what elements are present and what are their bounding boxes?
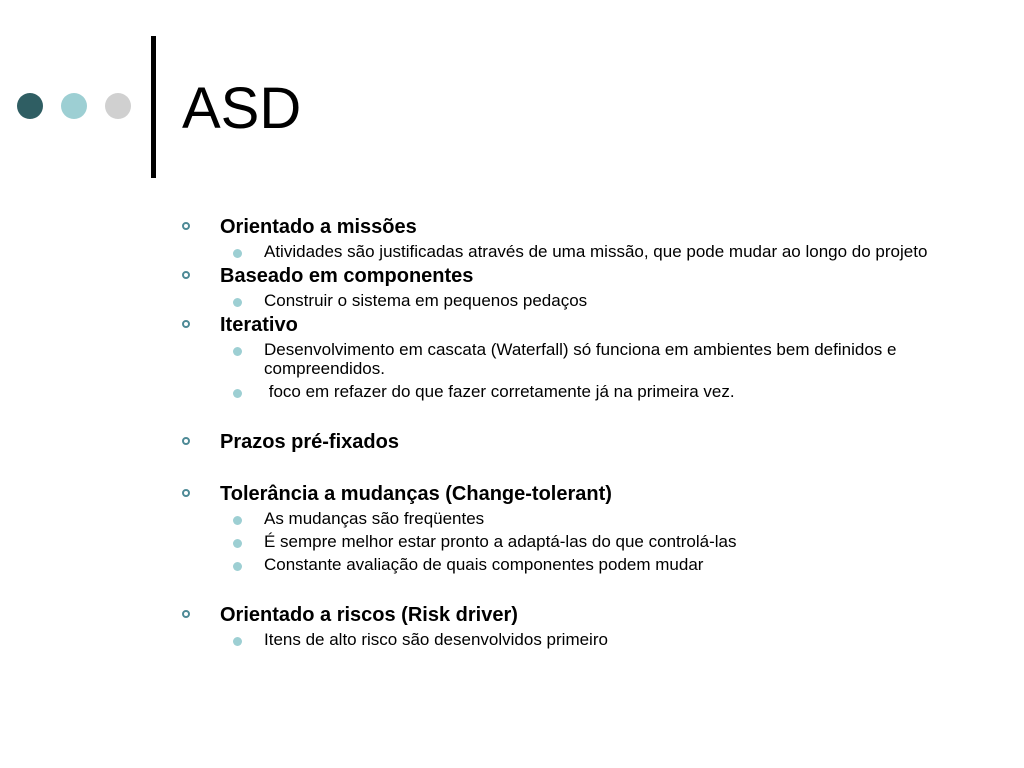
hollow-bullet-icon (182, 437, 190, 445)
hollow-bullet-icon (182, 610, 190, 618)
spacer (181, 403, 961, 429)
dot-bullet-icon (233, 637, 242, 646)
decor-dot-light (61, 93, 87, 119)
dot-bullet-icon (233, 539, 242, 548)
slide-content (181, 214, 961, 651)
bullet-text: Desenvolvimento em cascata (Waterfall) só funciona em ambientes bem definidos e compreendidos. (264, 340, 897, 378)
bullet-text: Itens de alto risco são desenvolvidos primeiro (264, 630, 608, 649)
bullet-level2 (181, 240, 961, 263)
dot-bullet-icon (233, 249, 242, 258)
hollow-bullet-icon (182, 489, 190, 497)
spacer (181, 455, 961, 481)
bullet-level1 (181, 602, 961, 628)
bullet-level2 (181, 553, 961, 576)
dot-bullet-icon (233, 562, 242, 571)
dot-bullet-icon (233, 389, 242, 398)
bullet-text: É sempre melhor estar pronto a adaptá-las do que controlá-las (264, 532, 737, 551)
bullet-level2 (181, 338, 961, 380)
bullet-heading: Orientado a missões (220, 216, 417, 238)
decor-dot-gray (105, 93, 131, 119)
bullet-text: Constante avaliação de quais componentes podem mudar (264, 555, 704, 574)
bullet-level2 (181, 289, 961, 312)
bullet-level1 (181, 429, 961, 455)
bullet-heading: Iterativo (220, 314, 298, 336)
bullet-level2 (181, 530, 961, 553)
bullet-level2 (181, 628, 961, 651)
bullet-text: foco em refazer do que fazer corretamente já na primeira vez. (264, 382, 735, 401)
bullet-text: Atividades são justificadas através de uma missão, que pode mudar ao longo do projeto (264, 242, 928, 261)
hollow-bullet-icon (182, 222, 190, 230)
hollow-bullet-icon (182, 271, 190, 279)
slide-title: ASD (182, 76, 302, 141)
bullet-heading: Prazos pré-fixados (220, 431, 399, 453)
dot-bullet-icon (233, 347, 242, 356)
bullet-text: Construir o sistema em pequenos pedaços (264, 291, 588, 310)
bullet-level1 (181, 214, 961, 240)
spacer (181, 576, 961, 602)
bullet-level2 (181, 380, 961, 403)
bullet-level1 (181, 481, 961, 507)
bullet-level2 (181, 507, 961, 530)
bullet-heading: Tolerância a mudanças (Change-tolerant) (220, 483, 612, 505)
bullet-heading: Baseado em componentes (220, 265, 474, 287)
bullet-level1 (181, 312, 961, 338)
bullet-heading: Orientado a riscos (Risk driver) (220, 604, 518, 626)
bullet-level1 (181, 263, 961, 289)
hollow-bullet-icon (182, 320, 190, 328)
dot-bullet-icon (233, 298, 242, 307)
title-divider-line (151, 36, 156, 178)
dot-bullet-icon (233, 516, 242, 525)
decor-dot-dark (17, 93, 43, 119)
bullet-text: As mudanças são freqüentes (264, 509, 485, 528)
